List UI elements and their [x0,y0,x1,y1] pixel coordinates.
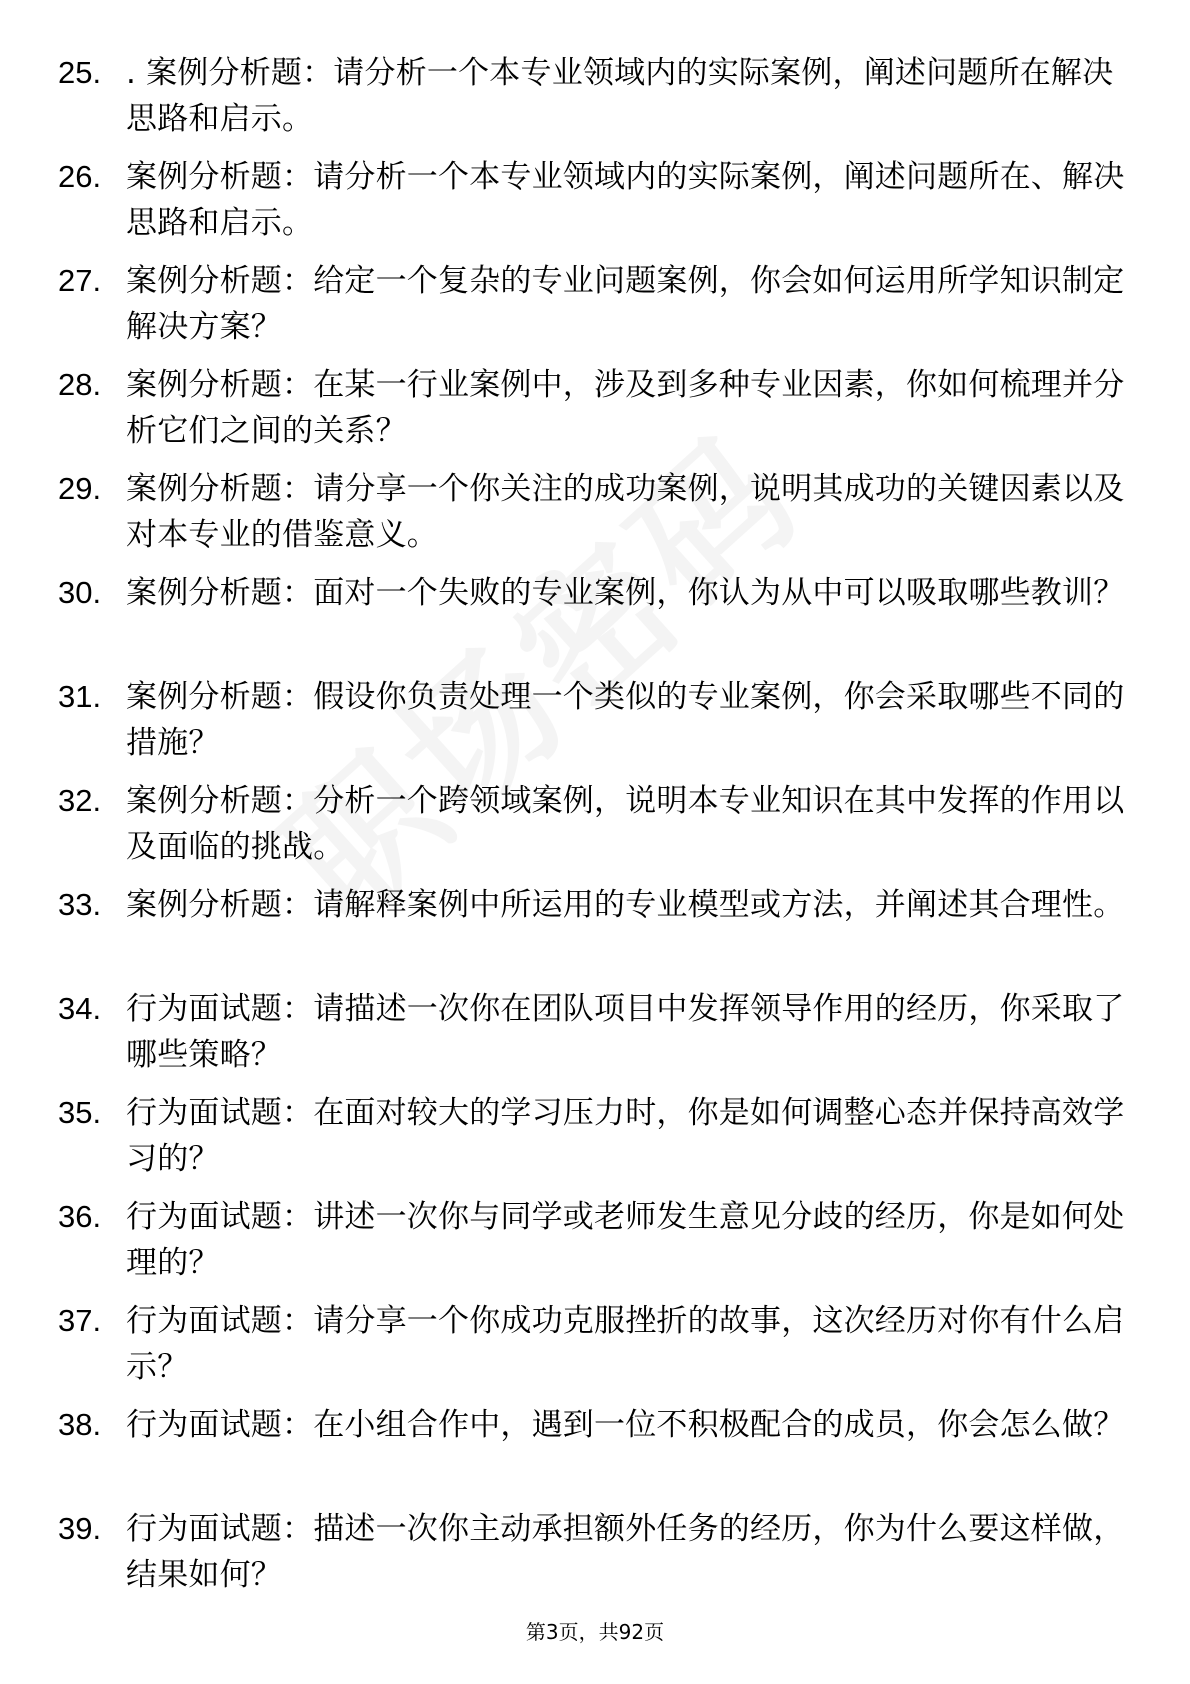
question-number: 30. [58,575,102,610]
question-number: 27. [58,263,102,298]
question-text: 案例分析题：面对一个失败的专业案例，你认为从中可以吸取哪些教训？ [126,575,1125,611]
question-text: 案例分析题：分析一个跨领域案例，说明本专业知识在其中发挥的作用以及面临的挑战。 [126,783,1125,865]
question-number: 37. [58,1303,102,1338]
list-item [58,1090,1138,1194]
list-item [58,674,1138,778]
question-number: 34. [58,991,102,1026]
list-item [58,778,1138,882]
question-text: 案例分析题：请解释案例中所运用的专业模型或方法，并阐述其合理性。 [126,887,1125,923]
question-text: . 案例分析题：请分析一个本专业领域内的实际案例，阐述问题所在解决思路和启示。 [126,55,1114,137]
page-number-label: 第3页，共92页 [525,1620,665,1644]
question-text: 案例分析题：请分享一个你关注的成功案例，说明其成功的关键因素以及对本专业的借鉴意义。 [126,471,1125,553]
question-text: 案例分析题：在某一行业案例中，涉及到多种专业因素，你如何梳理并分析它们之间的关系？ [126,367,1125,449]
question-text: 行为面试题：讲述一次你与同学或老师发生意见分歧的经历，你是如何处理的？ [126,1199,1125,1281]
question-number: 29. [58,471,102,506]
question-number: 25. [58,55,102,90]
question-number: 32. [58,783,102,818]
question-number: 28. [58,367,102,402]
list-item [58,50,1138,154]
list-item [58,258,1138,362]
list-item [58,986,1138,1090]
list-item [58,1194,1138,1298]
question-number: 35. [58,1095,102,1130]
question-number: 26. [58,159,102,194]
question-text: 案例分析题：请分析一个本专业领域内的实际案例，阐述问题所在、解决思路和启示。 [126,159,1125,241]
question-number: 33. [58,887,102,922]
list-item [58,882,1138,986]
list-item [58,1402,1138,1506]
list-item [58,570,1138,674]
question-text: 行为面试题：在小组合作中，遇到一位不积极配合的成员，你会怎么做？ [126,1407,1125,1443]
page-footer [0,1616,1190,1645]
list-item [58,154,1138,258]
list-item [58,466,1138,570]
question-text: 行为面试题：描述一次你主动承担额外任务的经历，你为什么要这样做，结果如何？ [126,1511,1125,1593]
question-text: 行为面试题：请描述一次你在团队项目中发挥领导作用的经历，你采取了哪些策略？ [126,991,1125,1073]
question-number: 31. [58,679,102,714]
question-text: 行为面试题：在面对较大的学习压力时，你是如何调整心态并保持高效学习的？ [126,1095,1125,1177]
list-item [58,362,1138,466]
question-text: 案例分析题：给定一个复杂的专业问题案例，你会如何运用所学知识制定解决方案？ [126,263,1125,345]
question-text: 行为面试题：请分享一个你成功克服挫折的故事，这次经历对你有什么启示？ [126,1303,1125,1385]
question-text: 案例分析题：假设你负责处理一个类似的专业案例，你会采取哪些不同的措施？ [126,679,1125,761]
question-list [58,50,1138,1610]
question-number: 36. [58,1199,102,1234]
question-number: 39. [58,1511,102,1546]
question-number: 38. [58,1407,102,1442]
list-item [58,1298,1138,1402]
list-item [58,1506,1138,1610]
